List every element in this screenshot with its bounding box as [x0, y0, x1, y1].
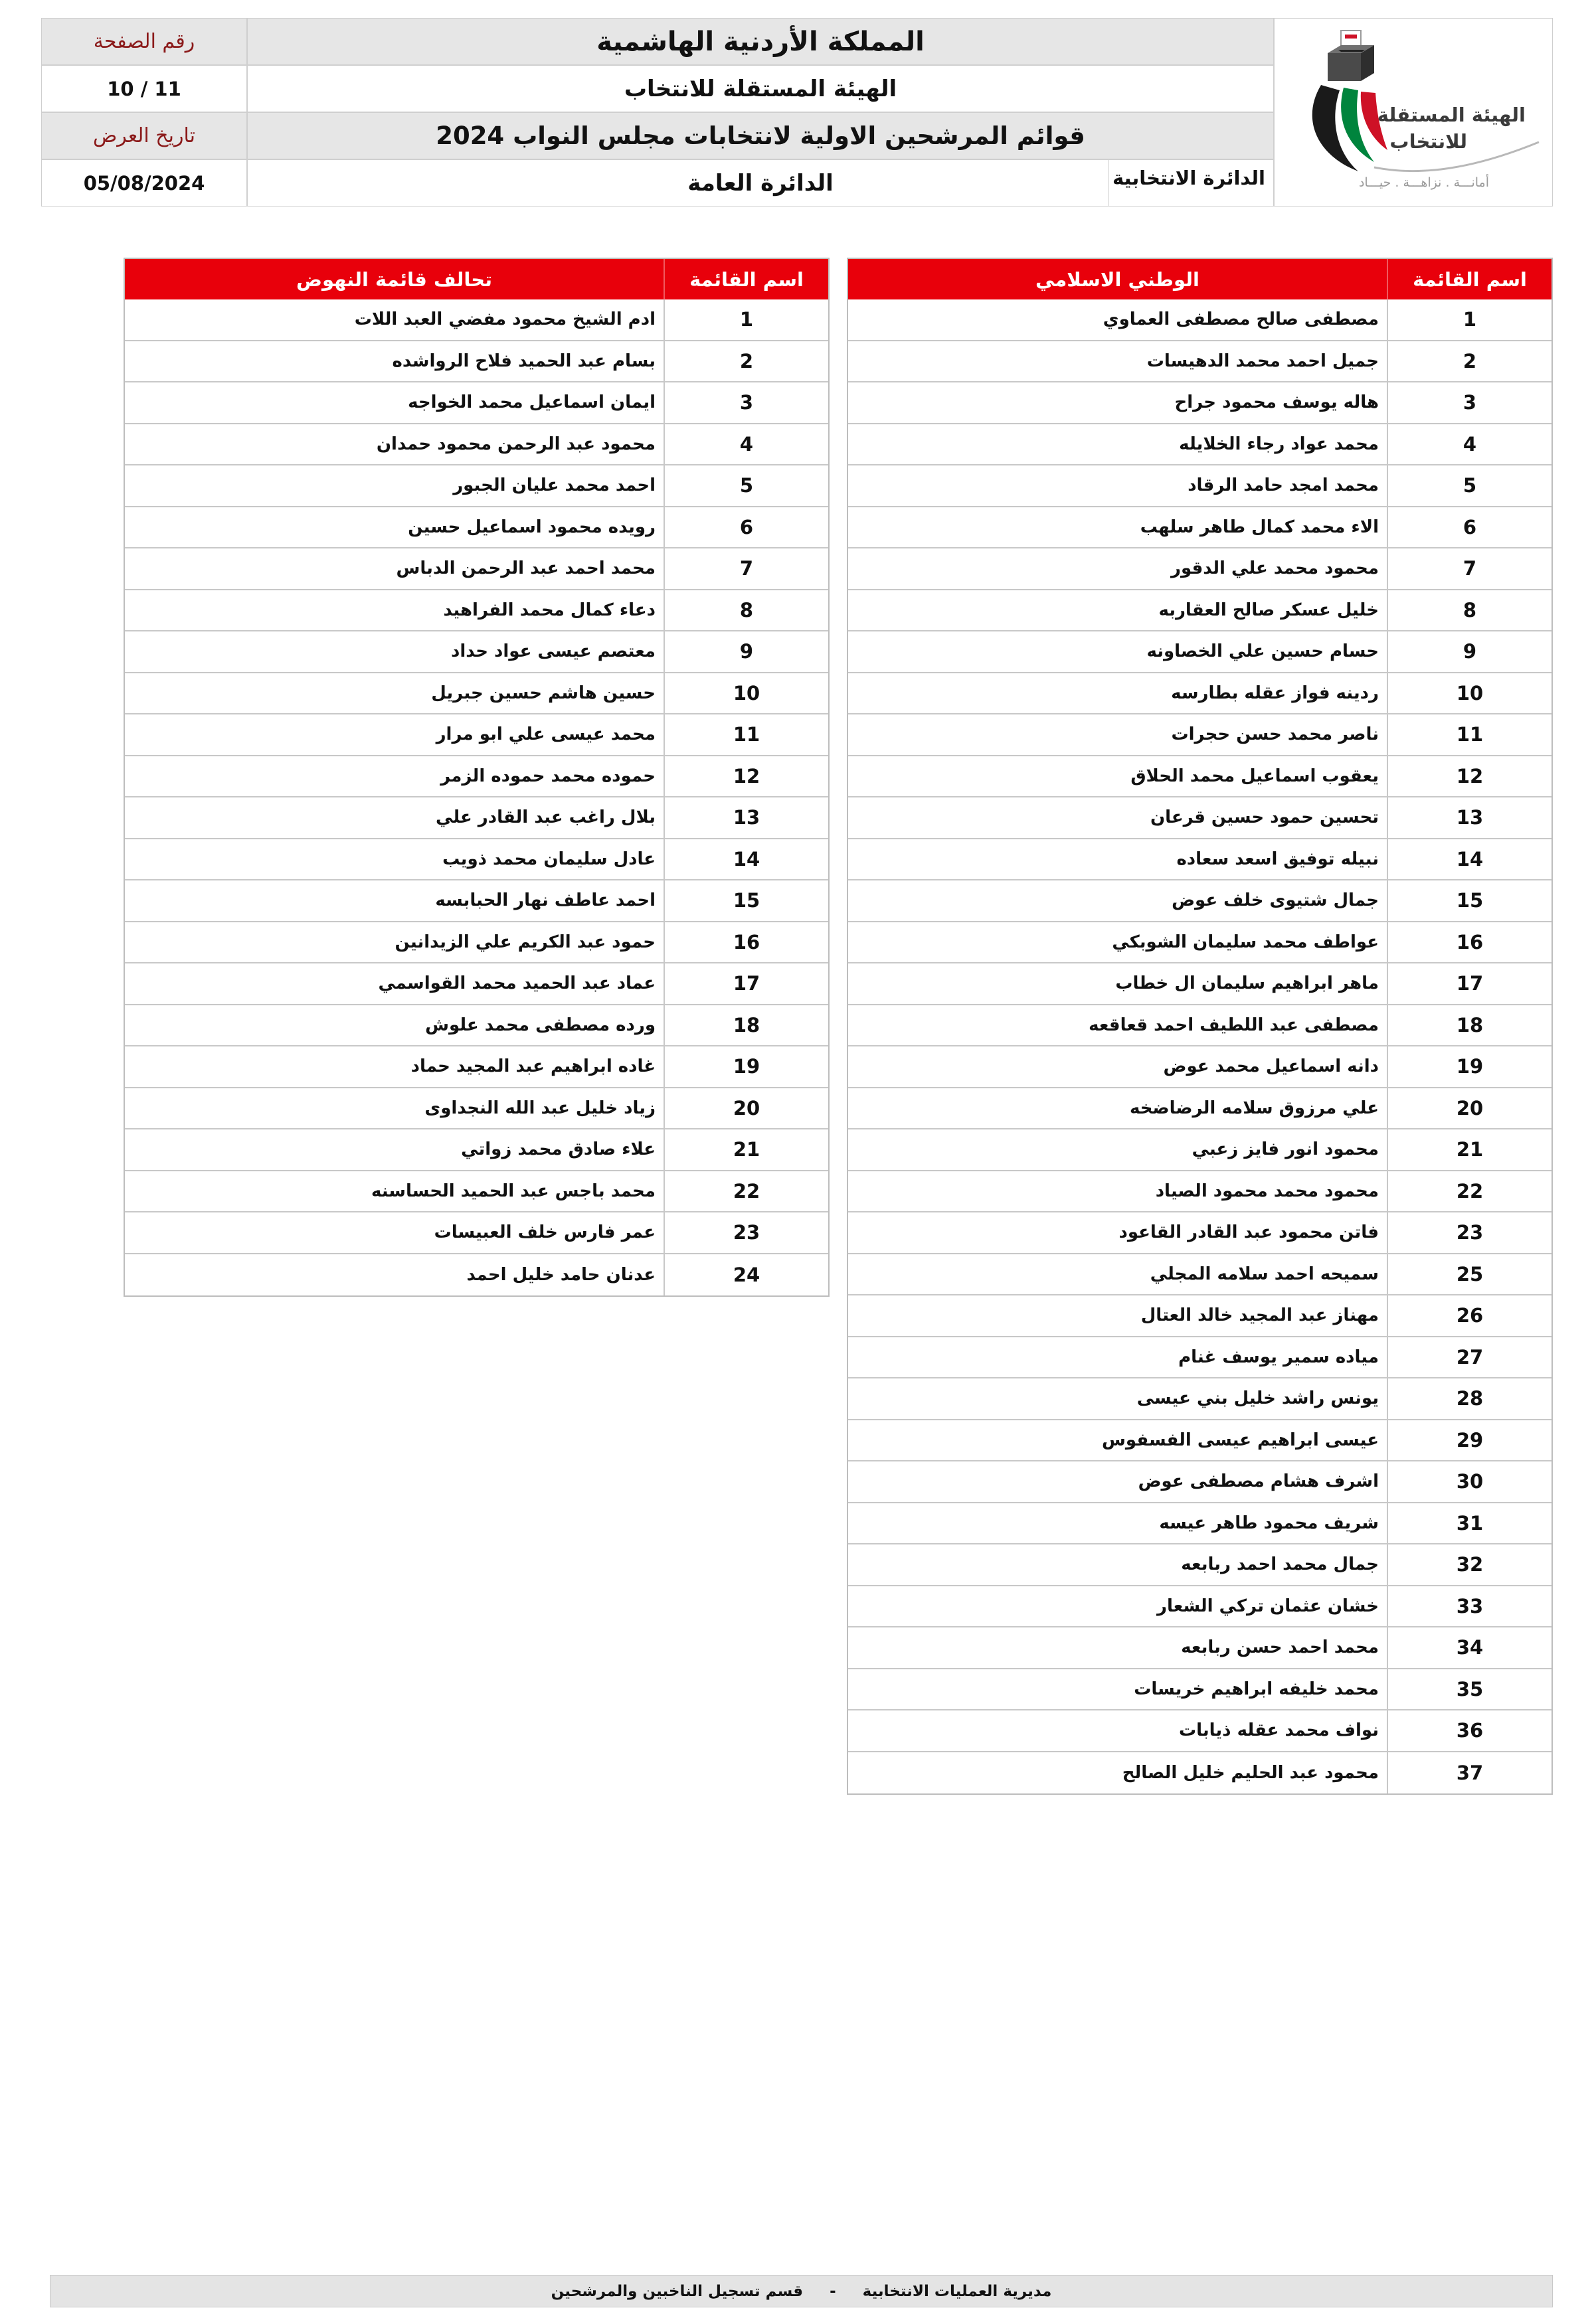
candidate-name: ناصر محمد حسن حجرات: [1171, 724, 1379, 745]
table-row: [848, 1461, 1551, 1503]
candidate-name: عدنان حامد خليل احمد: [466, 1264, 656, 1285]
candidate-name: محمد احمد عبد الرحمن الدباس: [396, 558, 656, 579]
table-row: [848, 1254, 1551, 1296]
candidate-number: 12: [1387, 756, 1551, 797]
table-row: [125, 922, 828, 964]
candidate-number: 10: [664, 673, 828, 714]
candidate-name: محمود انور فايز زعبي: [1192, 1139, 1379, 1160]
logo-tagline: أمانـــة . نزاهـــة . حيـــاد: [1358, 175, 1490, 190]
district-label: الدائرة الانتخابية: [1108, 159, 1274, 207]
kingdom-title: المملكة الأردنية الهاشمية: [247, 18, 1274, 65]
table-row: [848, 1337, 1551, 1379]
candidate-number: 11: [664, 714, 828, 755]
footer-department: مديرية العمليات الانتخابية: [862, 2282, 1052, 2300]
candidate-number: 23: [1387, 1212, 1551, 1253]
candidate-name: علاء صادق محمد زواتي: [461, 1139, 656, 1160]
candidate-number: 30: [1387, 1461, 1551, 1502]
candidate-name: محمد احمد حسن ربابعه: [1181, 1637, 1379, 1658]
table-row: [848, 963, 1551, 1005]
logo-text-line2: للانتخاب: [1389, 130, 1467, 153]
candidate-name: اشرف هشام مصطفى عوض: [1138, 1471, 1379, 1492]
candidate-number: 27: [1387, 1337, 1551, 1378]
display-date-label-cell: [41, 112, 247, 159]
candidate-name: مصطفى عبد اللطيف احمد قعاقعه: [1089, 1015, 1379, 1035]
candidate-name: حموده محمد حموده الزمر: [440, 766, 656, 786]
table-row: [848, 382, 1551, 424]
candidate-number: 5: [664, 465, 828, 506]
page-title: قوائم المرشحين الاولية لانتخابات مجلس النواب 2024: [247, 112, 1274, 159]
candidate-number: 18: [664, 1005, 828, 1046]
candidate-name: بلال راغب عبد القادر علي: [436, 807, 656, 828]
candidate-name: جمال شتيوى خلف عوض: [1172, 890, 1379, 911]
table-row: [125, 465, 828, 507]
candidate-number: 11: [1387, 714, 1551, 755]
candidate-name: محمد عيسى علي ابو مرار: [436, 724, 656, 745]
candidate-name: احمد محمد عليان الجبور: [453, 475, 656, 496]
candidate-name: نبيله توفيق اسعد سعاده: [1176, 849, 1379, 869]
candidate-name: جمال محمد احمد ربابعه: [1181, 1554, 1379, 1575]
table-row: [125, 590, 828, 632]
candidate-name: فاتن محمود عبد القادر القاعود: [1118, 1222, 1379, 1243]
table-row: [125, 1171, 828, 1213]
table-row: [848, 465, 1551, 507]
candidate-number: 3: [664, 382, 828, 423]
candidate-name: علي مرزوق سلامه الرضاضخه: [1129, 1098, 1379, 1118]
table-row: [848, 507, 1551, 549]
candidate-name: خشان عثمان تركي الشعار: [1157, 1596, 1379, 1616]
page-number-label: رقم الصفحة: [93, 30, 195, 53]
table-row: [848, 1420, 1551, 1462]
candidate-name: محمود محمد محمود الصياد: [1155, 1181, 1379, 1201]
table-row: [125, 756, 828, 798]
candidate-name: ماهر ابراهيم سليمان ال خطاب: [1115, 973, 1379, 994]
candidate-number: 16: [664, 922, 828, 963]
table-row: [125, 880, 828, 922]
candidate-number: 9: [664, 631, 828, 672]
candidate-name: مصطفى صالح مصطفى العماوي: [1103, 309, 1379, 330]
candidate-number: 5: [1387, 465, 1551, 506]
table-row: [848, 424, 1551, 466]
candidate-name: احمد عاطف نهار الحبابسه: [435, 890, 656, 911]
candidate-number: 21: [664, 1129, 828, 1170]
display-date-label: تاريخ العرض: [93, 124, 195, 147]
table-row: [848, 1586, 1551, 1628]
candidate-number: 36: [1387, 1710, 1551, 1751]
candidate-number: 15: [664, 880, 828, 921]
table-row: [125, 1254, 828, 1296]
candidate-name: يونس راشد خليل بني عيسى: [1136, 1388, 1379, 1409]
table-row: [125, 714, 828, 756]
table-header-row: [125, 259, 828, 299]
footer-section: قسم تسجيل الناخبين والمرشحين: [551, 2282, 804, 2300]
table-row: [125, 963, 828, 1005]
candidate-name: عمر فارس خلف العبيسات: [434, 1222, 656, 1243]
candidate-name: محمود عبد الرحمن محمود حمدان: [376, 434, 656, 454]
table-row: [848, 922, 1551, 964]
candidate-name: خليل عسكر صالح العقاربه: [1158, 600, 1379, 620]
candidate-number: 17: [1387, 963, 1551, 1004]
candidate-name: عواطف محمد سليمان الشوبكي: [1112, 932, 1379, 952]
table-row: [848, 1503, 1551, 1545]
table-row: [125, 1046, 828, 1088]
candidate-number: 6: [1387, 507, 1551, 548]
candidate-number: 12: [664, 756, 828, 797]
table-row: [848, 631, 1551, 673]
table-row: [848, 1378, 1551, 1420]
candidate-name: ادم الشيخ محمود مفضي العبد اللات: [354, 309, 656, 330]
table-row: [848, 590, 1551, 632]
candidate-name: دعاء كمال محمد الفراهيد: [443, 600, 656, 620]
candidate-name: عيسى ابراهيم عيسى الفسفوس: [1102, 1430, 1379, 1450]
table-row: [848, 1171, 1551, 1213]
candidate-number: 22: [1387, 1171, 1551, 1212]
candidate-name: مياده سمير يوسف غنام: [1178, 1347, 1379, 1367]
candidate-number: 4: [1387, 424, 1551, 465]
page-number-value: 10 / 11: [107, 77, 181, 100]
table-row: [848, 1295, 1551, 1337]
candidate-number: 14: [1387, 839, 1551, 880]
candidate-name: ورده مصطفى محمد علوش: [425, 1015, 656, 1035]
table-row: [848, 341, 1551, 383]
commission-logo: [1274, 18, 1553, 207]
candidate-number: 9: [1387, 631, 1551, 672]
candidate-number: 1: [1387, 299, 1551, 340]
table-body: [848, 299, 1551, 1793]
candidate-number: 2: [1387, 341, 1551, 382]
table-row: [848, 1129, 1551, 1171]
candidate-number: 3: [1387, 382, 1551, 423]
table-row: [125, 631, 828, 673]
candidate-name: محمد امجد حامد الرقاد: [1188, 475, 1379, 496]
candidate-name: سميحه احمد سلامه المجلي: [1150, 1264, 1379, 1284]
commission-title: الهيئة المستقلة للانتخاب: [247, 65, 1274, 112]
candidate-name: محمد عواد رجاء الخلايله: [1179, 434, 1379, 454]
candidate-name: حسام حسين علي الخصاونه: [1146, 641, 1379, 662]
candidate-name: الاء محمد كمال طاهر سلهب: [1140, 517, 1379, 537]
candidate-name: شريف محمود طاهر عيسه: [1159, 1513, 1379, 1533]
candidate-number: 31: [1387, 1503, 1551, 1544]
logo-text-line1: الهيئة المستقلة: [1377, 104, 1526, 126]
candidate-table-nahda-alliance: [124, 258, 830, 1297]
table-row: [125, 797, 828, 839]
candidate-name: عادل سليمان محمد ذويب: [442, 849, 656, 869]
table-body: [125, 299, 828, 1295]
candidate-number: 6: [664, 507, 828, 548]
candidate-name: جميل احمد محمد الدهيسات: [1146, 351, 1379, 371]
candidate-name: محمد باجس عبد الحميد الحساسنه: [371, 1181, 656, 1201]
table-row: [125, 1212, 828, 1254]
table-row: [848, 1544, 1551, 1586]
candidate-name: ردينه فواز عقله بطارسه: [1171, 683, 1379, 703]
table-row: [848, 1752, 1551, 1794]
candidate-name: تحسين حمود حسين قرعان: [1150, 807, 1379, 828]
table-row: [125, 1005, 828, 1047]
district-value: الدائرة العامة: [247, 159, 1274, 207]
table-row: [848, 299, 1551, 341]
candidate-number: 7: [664, 548, 828, 589]
display-date-value: 05/08/2024: [83, 171, 205, 195]
candidate-number: 15: [1387, 880, 1551, 921]
table-row: [125, 424, 828, 466]
candidate-number: 17: [664, 963, 828, 1004]
candidate-number: 32: [1387, 1544, 1551, 1585]
table-row: [848, 1046, 1551, 1088]
table-row: [848, 756, 1551, 798]
candidate-number: 13: [1387, 797, 1551, 838]
table-header-row: [848, 259, 1551, 299]
table-row: [848, 1005, 1551, 1047]
candidate-number: 28: [1387, 1378, 1551, 1419]
candidate-number: 24: [664, 1254, 828, 1296]
table-row: [125, 548, 828, 590]
candidate-number: 29: [1387, 1420, 1551, 1461]
table-row: [848, 880, 1551, 922]
candidate-name: حمود عبد الكريم علي الزيدانين: [395, 932, 656, 952]
candidate-number: 25: [1387, 1254, 1551, 1295]
table-row: [848, 839, 1551, 881]
table-row: [848, 714, 1551, 756]
candidate-name: بسام عبد الحميد فلاح الرواشده: [392, 351, 656, 371]
table-row: [848, 673, 1551, 715]
candidate-table-al-watani-al-islami: [847, 258, 1553, 1795]
candidate-name: عماد عبد الحميد محمد القواسمي: [378, 973, 656, 994]
table-row: [125, 341, 828, 383]
candidate-name: محمود محمد علي الدقور: [1170, 558, 1379, 579]
list-name-header: تحالف قائمة النهوض: [296, 268, 493, 291]
table-row: [125, 1088, 828, 1130]
table-row: [125, 1129, 828, 1171]
candidate-number: 1: [664, 299, 828, 340]
candidate-number: 13: [664, 797, 828, 838]
candidate-name: مهناز عبد المجيد خالد العتال: [1140, 1305, 1379, 1326]
candidate-number: 16: [1387, 922, 1551, 963]
candidate-name: محمود عبد الحليم خليل الصالح: [1122, 1762, 1379, 1783]
candidate-number: 19: [664, 1046, 828, 1087]
page-number-label-cell: [41, 18, 247, 65]
candidate-name: غاده ابراهيم عبد المجيد حماد: [410, 1056, 656, 1077]
candidate-number: 4: [664, 424, 828, 465]
candidate-number: 37: [1387, 1752, 1551, 1794]
table-row: [125, 382, 828, 424]
candidate-number: 7: [1387, 548, 1551, 589]
list-number-header: اسم القائمة: [1387, 259, 1551, 299]
candidate-number: 23: [664, 1212, 828, 1253]
candidate-name: ايمان اسماعيل محمد الخواجه: [408, 392, 656, 413]
candidate-name: نواف محمد عقله ذيابات: [1179, 1720, 1379, 1741]
page-footer: [50, 2275, 1553, 2307]
candidate-name: هاله يوسف محمود جراح: [1174, 392, 1379, 413]
candidate-name: يعقوب اسماعيل محمد الحلاق: [1130, 766, 1379, 786]
candidate-number: 21: [1387, 1129, 1551, 1170]
candidate-number: 34: [1387, 1627, 1551, 1668]
list-number-header: اسم القائمة: [664, 259, 828, 299]
candidate-number: 8: [1387, 590, 1551, 631]
candidate-name: دانه اسماعيل محمد عوض: [1163, 1056, 1379, 1077]
table-row: [125, 507, 828, 549]
list-name-header: الوطني الاسلامي: [1035, 268, 1199, 291]
table-row: [848, 1212, 1551, 1254]
candidate-name: حسين هاشم حسين جبريل: [431, 683, 656, 703]
candidate-number: 19: [1387, 1046, 1551, 1087]
candidate-number: 22: [664, 1171, 828, 1212]
candidate-number: 26: [1387, 1295, 1551, 1336]
table-row: [125, 299, 828, 341]
candidate-name: محمد خليفه ابراهيم خريسات: [1134, 1679, 1379, 1699]
candidate-number: 14: [664, 839, 828, 880]
footer-separator: -: [830, 2282, 836, 2300]
candidate-number: 20: [1387, 1088, 1551, 1129]
display-date-value-cell: [41, 159, 247, 207]
table-row: [848, 548, 1551, 590]
candidate-number: 2: [664, 341, 828, 382]
table-row: [848, 1669, 1551, 1711]
candidate-number: 35: [1387, 1669, 1551, 1710]
table-row: [848, 1710, 1551, 1752]
table-row: [848, 1088, 1551, 1130]
candidate-number: 8: [664, 590, 828, 631]
candidate-number: 10: [1387, 673, 1551, 714]
table-row: [125, 673, 828, 715]
page-number-value-cell: [41, 65, 247, 112]
candidate-name: زياد خليل عبد الله النجداوى: [424, 1098, 656, 1118]
candidate-number: 18: [1387, 1005, 1551, 1046]
table-row: [848, 797, 1551, 839]
candidate-number: 33: [1387, 1586, 1551, 1627]
table-row: [125, 839, 828, 881]
candidate-name: رويده محمود اسماعيل حسين: [408, 517, 656, 537]
table-row: [848, 1627, 1551, 1669]
candidate-name: معتصم عيسى عواد حداد: [450, 641, 656, 662]
candidate-number: 20: [664, 1088, 828, 1129]
